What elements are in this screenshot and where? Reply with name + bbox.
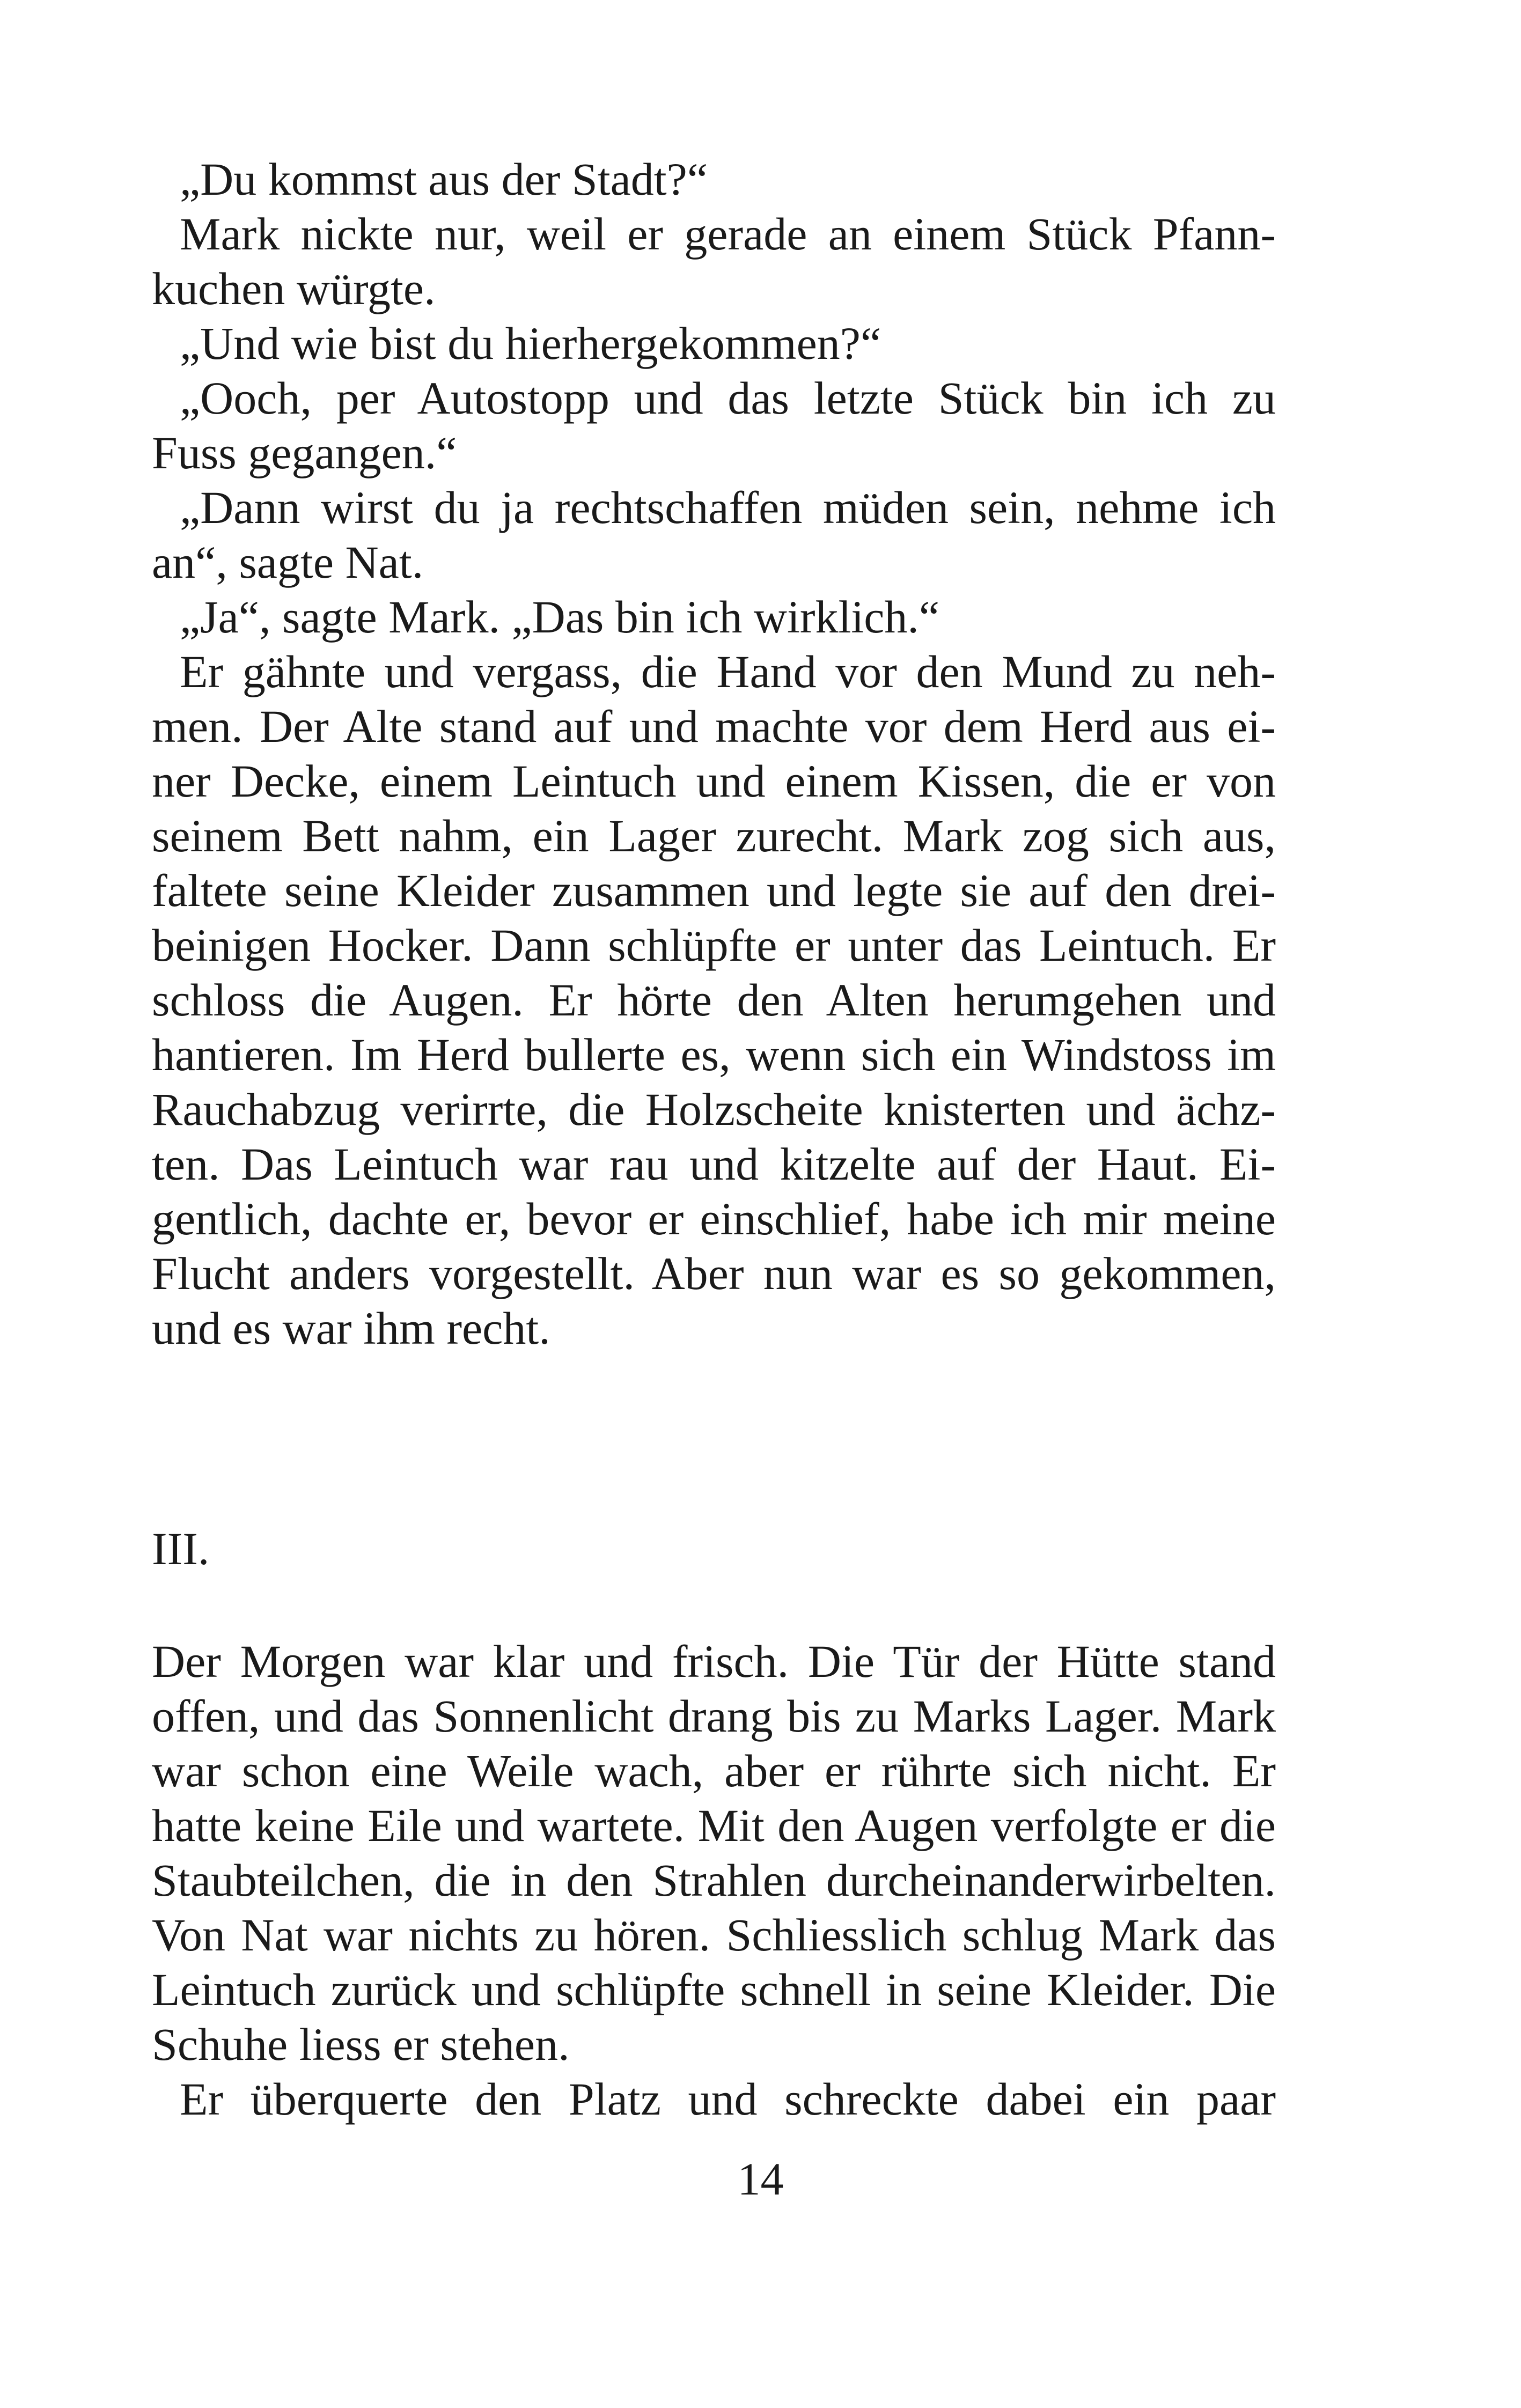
text-line: faltete seine Kleider zusammen und legte sie auf den drei-	[152, 865, 1276, 916]
text-line: Fuss gegangen.“	[152, 427, 457, 478]
text-line: Staubteilchen, die in den Strahlen durcheinanderwirbelten.	[152, 1854, 1276, 1906]
text-line: Er überquerte den Platz und schreckte dabei ein paar	[180, 2073, 1276, 2125]
text-line: schloss die Augen. Er hörte den Alten herumgehen und	[152, 974, 1276, 1026]
text-line: Der Morgen war klar und frisch. Die Tür der Hütte stand	[152, 1636, 1276, 1687]
text-line: Rauchabzug verirrte, die Holzscheite knisterten und ächz-	[152, 1084, 1276, 1135]
text-line: Von Nat war nichts zu hören. Schliesslich schlug Mark das	[152, 1909, 1276, 1961]
text-line: war schon eine Weile wach, aber er rührte sich nicht. Er	[152, 1745, 1276, 1796]
text-line: „Dann wirst du ja rechtschaffen müden sein, nehme ich	[180, 482, 1276, 533]
chapter-heading: III.	[152, 1523, 210, 1574]
text-line: gentlich, dachte er, bevor er einschlief, habe ich mir meine	[152, 1193, 1276, 1244]
text-line: seinem Bett nahm, ein Lager zurecht. Mark zog sich aus,	[152, 810, 1276, 861]
text-line: „Du kommst aus der Stadt?“	[180, 153, 708, 205]
text-line: Leintuch zurück und schlüpfte schnell in seine Kleider. Die	[152, 1964, 1276, 2015]
text-line: Mark nickte nur, weil er gerade an einem Stück Pfann-	[180, 208, 1276, 260]
text-line: ner Decke, einem Leintuch und einem Kissen, die er von	[152, 755, 1276, 807]
text-line: und es war ihm recht.	[152, 1302, 550, 1354]
text-line: an“, sagte Nat.	[152, 536, 424, 588]
text-line: beinigen Hocker. Dann schlüpfte er unter das Leintuch. Er	[152, 919, 1276, 971]
text-line: ten. Das Leintuch war rau und kitzelte auf der Haut. Ei-	[152, 1138, 1276, 1190]
text-line: „Ooch, per Autostopp und das letzte Stück bin ich zu	[180, 372, 1276, 424]
text-line: hatte keine Eile und wartete. Mit den Augen verfolgte er die	[152, 1800, 1276, 1851]
text-line: kuchen würgte.	[152, 263, 436, 314]
text-line: „Ja“, sagte Mark. „Das bin ich wirklich.“	[180, 591, 940, 643]
text-line: hantieren. Im Herd bullerte es, wenn sich ein Windstoss im	[152, 1029, 1276, 1080]
page-number: 14	[737, 2153, 784, 2205]
text-line: „Und wie bist du hierhergekommen?“	[180, 318, 881, 369]
text-line: offen, und das Sonnenlicht drang bis zu Marks Lager. Mark	[152, 1690, 1276, 1742]
text-line: Schuhe liess er stehen.	[152, 2019, 570, 2070]
text-line: Er gähnte und vergass, die Hand vor den Mund zu neh-	[180, 646, 1276, 697]
text-line: Flucht anders vorgestellt. Aber nun war es so gekommen,	[152, 1248, 1276, 1299]
text-line: men. Der Alte stand auf und machte vor dem Herd aus ei-	[152, 701, 1276, 752]
